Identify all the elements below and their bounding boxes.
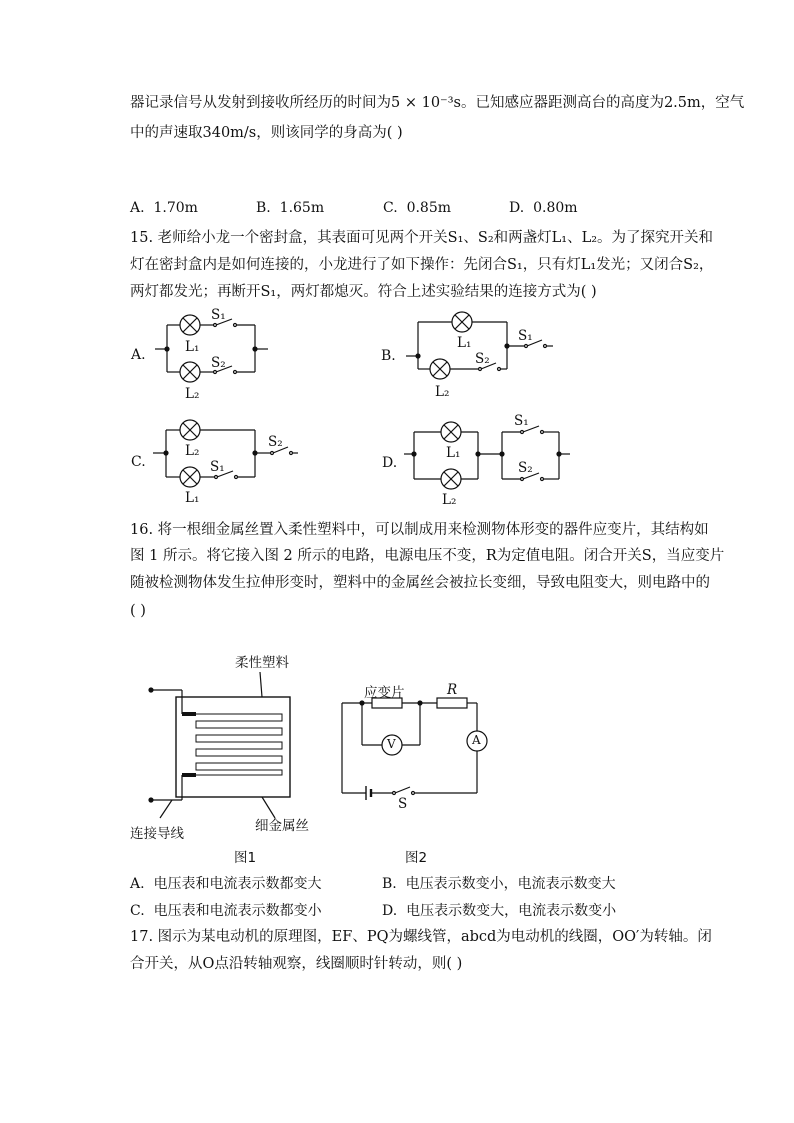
q16-option-d: D. 电压表示数变大，电流表示数变小 xyxy=(382,903,617,919)
circuit-c-label: C. xyxy=(131,454,146,470)
fig2-switch-label: S xyxy=(398,796,408,812)
fig2-voltmeter-label: V xyxy=(387,737,396,751)
d-l2-label: L₂ xyxy=(442,492,457,508)
b-l2-label: L₂ xyxy=(435,384,450,400)
b-s2-label: S₂ xyxy=(475,351,490,367)
a-l1-label: L₁ xyxy=(185,339,200,355)
d-l1-label: L₁ xyxy=(446,445,461,461)
q16-line1: 16. 将一根细金属丝置入柔性塑料中，可以制成用来检测物体形变的器件应变片，其结构如 xyxy=(130,522,709,538)
b-s1-label: S₁ xyxy=(518,328,533,344)
c-l2-label: L₂ xyxy=(185,443,200,459)
a-s2-label: S₂ xyxy=(211,355,226,371)
fig1-metal-label: 细金属丝 xyxy=(255,818,309,834)
fig2-strain-label: 应变片 xyxy=(364,685,405,701)
c-s1-label: S₁ xyxy=(210,459,225,475)
q14-option-d: D. 0.80m xyxy=(509,200,578,216)
q14-option-b: B. 1.65m xyxy=(256,200,325,216)
circuit-b-label: B. xyxy=(381,348,396,364)
c-s2-label: S₂ xyxy=(268,434,283,450)
q16-line2: 图 1 所示。将它接入图 2 所示的电路，电源电压不变，R为定值电阻。闭合开关S，当应变片 xyxy=(130,548,725,564)
q17-line1: 17. 图示为某电动机的原理图，EF、PQ为螺线管，abcd为电动机的线圈，OO′为转轴。闭 xyxy=(130,929,712,945)
a-s1-label: S₁ xyxy=(211,307,226,323)
q15-line3: 两灯都发光；再断开S₁，两灯都熄灭。符合上述实验结果的连接方式为( ) xyxy=(130,284,597,300)
fig2-circuit xyxy=(342,698,487,800)
q16-line4: ( ) xyxy=(130,603,146,619)
q14-line2: 中的声速取340m/s，则该同学的身高为( ) xyxy=(130,125,403,141)
fig2-ammeter-label: A xyxy=(472,733,481,747)
c-l1-label: L₁ xyxy=(185,490,200,506)
q16-option-c: C. 电压表和电流表示数都变小 xyxy=(130,903,322,919)
q14-option-c: C. 0.85m xyxy=(383,200,452,216)
q16-line3: 随被检测物体发生拉伸形变时，塑料中的金属丝会被拉长变细，导致电阻变大，则电路中的 xyxy=(130,575,710,591)
a-l2-label: L₂ xyxy=(185,386,200,402)
d-s2-label: S₂ xyxy=(518,460,533,476)
q16-option-b: B. 电压表示数变小，电流表示数变大 xyxy=(382,876,616,892)
circuit-a-label: A. xyxy=(131,347,146,363)
fig1-wire-label: 连接导线 xyxy=(130,826,184,842)
q14-line1: 器记录信号从发射到接收所经历的时间为5 × 10⁻³s。已知感应器距测高台的高度为2.5m，空气 xyxy=(130,95,745,111)
fig2-caption: 图2 xyxy=(405,850,428,866)
d-s1-label: S₁ xyxy=(514,413,529,429)
q16-option-a: A. 电压表和电流表示数都变大 xyxy=(130,876,322,892)
fig1-caption: 图1 xyxy=(234,850,257,866)
q15-line2: 灯在密封盒内是如何连接的，小龙进行了如下操作：先闭合S₁，只有灯L₁发光；又闭合S₂， xyxy=(130,257,714,273)
q17-line2: 合开关，从O点沿转轴观察，线圈顺时针转动，则( ) xyxy=(130,956,463,972)
b-l1-label: L₁ xyxy=(457,335,472,351)
fig1-plastic-label: 柔性塑料 xyxy=(235,655,289,671)
fig1-strain-gauge xyxy=(149,672,290,818)
q14-option-a: A. 1.70m xyxy=(130,200,198,216)
fig2-r-label: R xyxy=(447,682,458,698)
q15-line1: 15. 老师给小龙一个密封盒，其表面可见两个开关S₁、S₂和两盏灯L₁、L₂。为了探究开关和 xyxy=(130,230,714,246)
circuit-d-label: D. xyxy=(382,455,398,471)
